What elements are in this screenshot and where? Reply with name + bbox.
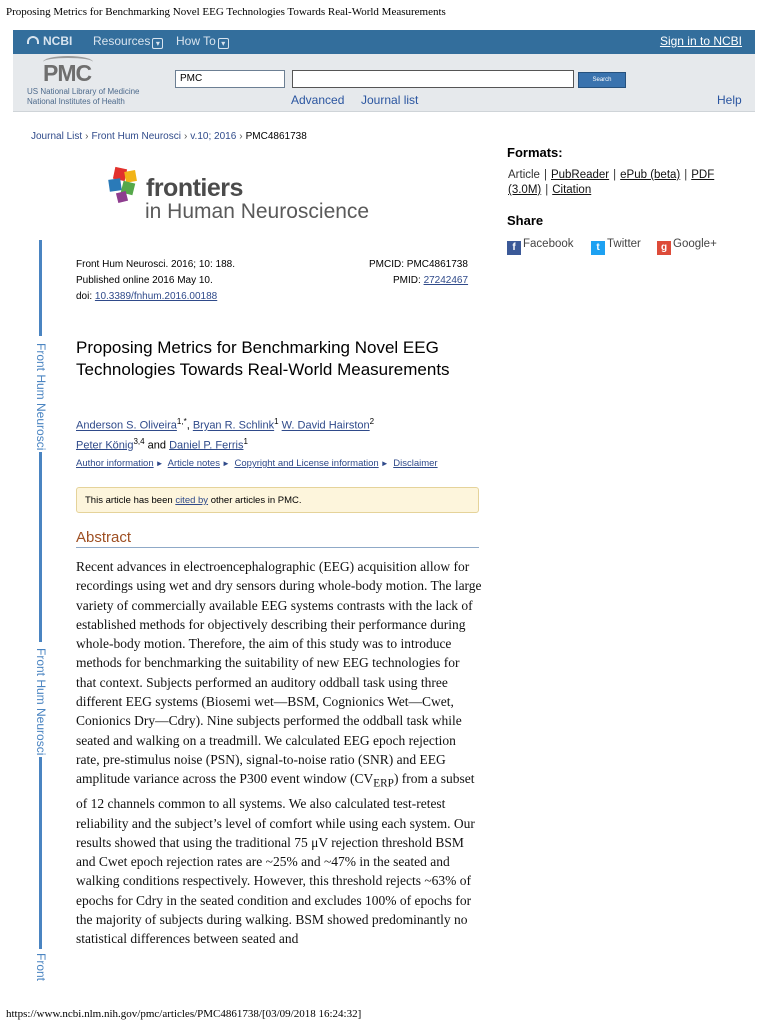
journal-subtitle: in Human Neuroscience	[145, 200, 370, 223]
cited-by-notice: This article has been cited by other articles in PMC.	[76, 487, 479, 513]
ncbi-header-bar	[13, 30, 755, 54]
print-header: Proposing Metrics for Benchmarking Novel EEG Technologies Towards Real-World Measurements	[6, 6, 446, 18]
chevron-down-icon: ▾	[218, 38, 229, 49]
author-link[interactable]: W. David Hairston	[281, 419, 370, 432]
pmid-line: PMID: 27242467	[393, 275, 469, 286]
breadcrumb-journal[interactable]: Front Hum Neurosci	[91, 131, 181, 142]
frontiers-logo-icon	[108, 166, 144, 206]
citation-line: Front Hum Neurosci. 2016; 10: 188.	[76, 259, 235, 270]
frontiers-wordmark: frontiers	[146, 174, 243, 202]
ncbi-logo[interactable]: NCBI	[27, 34, 72, 48]
format-pdf-link[interactable]: PDF (3.0M)	[508, 169, 715, 196]
article-notes-link[interactable]: Article notes	[167, 458, 220, 469]
doi-line: doi: 10.3389/fnhum.2016.00188	[76, 291, 218, 302]
article-info-links	[76, 458, 438, 469]
formats-heading: Formats:	[507, 145, 563, 160]
author-list: Anderson S. Oliveira$^{1,*}$, Bryan R. Schlink$^1$ W. David Hairston$^2$ Peter König$^{3,4}$ and Daniel P. Ferris$^1$	[76, 417, 375, 452]
article-title: Proposing Metrics for Benchmarking Novel EEG Technologies Towards Real-World Measurements	[76, 338, 450, 379]
breadcrumb-journal-list[interactable]: Journal List	[31, 131, 83, 142]
author-information-link[interactable]: Author information	[76, 458, 154, 469]
journal-list-link[interactable]: Journal list	[361, 93, 419, 107]
author-link[interactable]: Daniel P. Ferris	[169, 439, 244, 452]
advanced-search-link[interactable]: Advanced	[291, 93, 345, 107]
sign-in-link[interactable]: Sign in to NCBI	[659, 34, 742, 48]
ncbi-logo-icon	[27, 36, 39, 44]
author-link[interactable]: Peter König	[76, 439, 134, 452]
database-select[interactable]: PMC	[175, 70, 285, 88]
breadcrumb-volume[interactable]: v.10; 2016	[190, 131, 237, 142]
share-twitter[interactable]: t Twitter	[591, 238, 641, 255]
disclaimer-link[interactable]: Disclaimer	[393, 458, 438, 469]
author-link[interactable]: Anderson S. Oliveira	[76, 419, 177, 432]
copyright-link[interactable]: Copyright and License information	[234, 458, 379, 469]
pmid-link[interactable]: 27242467	[423, 275, 469, 286]
facebook-icon: f	[507, 241, 521, 255]
pmc-logo-arc	[43, 56, 93, 68]
abstract-text: Recent advances in electroencephalographic (EEG) acquisition allow for recordings using wet and dry sensors during whole-body motion. The large variety of commercially available EEG systems contrasts with the lack of established methods for objectively describing their performance during whole-body motion. Therefore, the aim of this study was to introduce methods for benchmarking the suitability of new EEG technologies for that context. Subjects performed an auditory oddball task using three different EEG systems (Biosemi wet—BSM, Cognionics Wet—Cwet, Conionics Dry—Cdry). Nine subjects performed the oddball task while seated and walking on a treadmill. We calculated EEG epoch rejection rate, pre-stimulus noise (PSN), signal-to-noise ratio (SNR) and EEG amplitude variance across the P300 event window $(CV_{ERP})$ from a subset of 12 channels common to all systems. We also calculated test-retest reliability and the subject’s level of comfort while using each system. Our results showed that using the traditional 75 μV rejection threshold BSM and Cwet epoch rejection rates are ~25% and ~47% in the seated and walking conditions respectively. However, this threshold rejects ~63% of epochs for Cdry in the seated condition and excludes 100% of epochs for the majority of subjects during walking. BSM showed predominantly no statistical differences between seated and	[76, 559, 482, 947]
published-date: Published online 2016 May 10.	[76, 275, 213, 286]
googleplus-icon: g	[657, 241, 671, 255]
pmcid-label: PMCID: PMC4861738	[369, 259, 468, 270]
chevron-down-icon: ▾	[152, 38, 163, 49]
ribbon-label[interactable]: Front Hum Neurosci	[34, 343, 48, 451]
share-googleplus[interactable]: g Google+	[657, 238, 717, 255]
nlm-label: US National Library of Medicine National Institutes of Health	[27, 87, 140, 106]
breadcrumb-separator-icon: ›	[239, 131, 243, 142]
format-citation-link[interactable]: Citation	[552, 184, 592, 196]
ribbon-label-short[interactable]: Front	[34, 953, 48, 982]
print-footer-url: https://www.ncbi.nlm.nih.gov/pmc/articles/PMC4861738/[03/09/2018 16:24:32]	[6, 1008, 362, 1020]
breadcrumb-pmcid: PMC4861738	[245, 131, 307, 142]
formats-list: Article | PubReader | ePub (beta) | PDF (3.0M) | Citation	[508, 169, 715, 196]
pmc-search-bar	[13, 54, 755, 112]
triangle-right-icon: ►	[380, 459, 389, 468]
ribbon-line	[39, 452, 42, 642]
ribbon-label[interactable]: Front Hum Neurosci	[34, 648, 48, 756]
resources-menu[interactable]: Resources ▾	[93, 34, 163, 49]
ribbon-line	[39, 757, 42, 949]
author-link[interactable]: Bryan R. Schlink	[192, 419, 275, 432]
format-epub-link[interactable]: ePub (beta)	[620, 169, 681, 181]
breadcrumb-separator-icon: ›	[85, 131, 89, 142]
cited-by-link[interactable]: cited by	[175, 495, 209, 506]
search-input[interactable]	[292, 70, 574, 88]
breadcrumb	[31, 131, 307, 142]
triangle-right-icon: ►	[155, 459, 164, 468]
format-pubreader-link[interactable]: PubReader	[550, 169, 610, 181]
format-article: Article	[508, 169, 540, 181]
share-facebook[interactable]: f Facebook	[507, 238, 574, 255]
howto-menu[interactable]: How To ▾	[176, 34, 229, 49]
triangle-right-icon: ►	[221, 459, 230, 468]
breadcrumb-separator-icon: ›	[183, 131, 188, 142]
abstract-heading: Abstract	[76, 529, 479, 548]
help-link[interactable]: Help	[717, 93, 742, 107]
pmc-logo[interactable]: PMC	[43, 60, 91, 87]
share-heading: Share	[507, 213, 544, 228]
ribbon-line	[39, 240, 42, 336]
twitter-icon: t	[591, 241, 605, 255]
search-button[interactable]: Search	[578, 72, 626, 88]
doi-link[interactable]: 10.3389/fnhum.2016.00188	[94, 291, 218, 302]
